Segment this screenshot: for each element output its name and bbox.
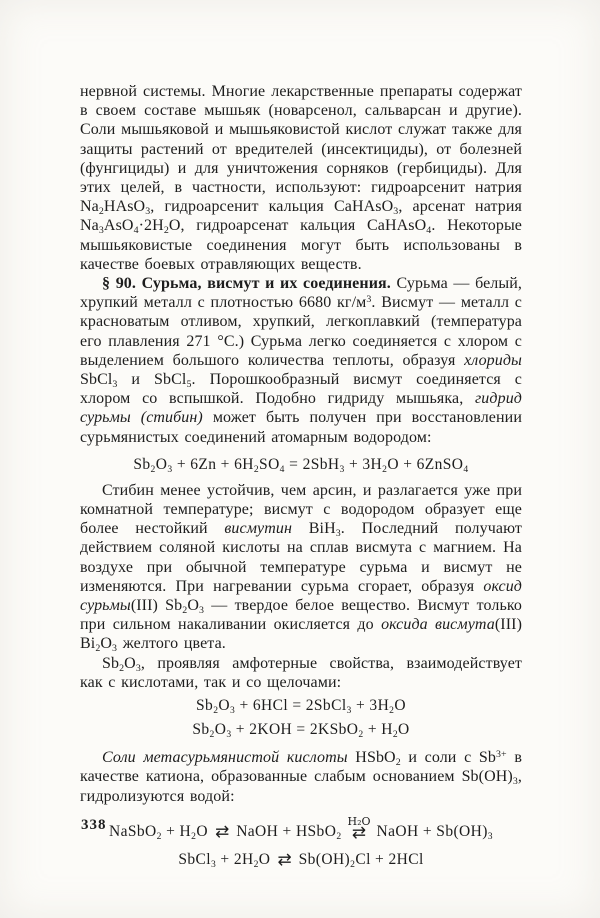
paragraph-sb2o3-amphoteric: $Sb_2O_3$, проявляя амфотерные свойства, взаимодействует как с кислотами, так и со щелочами:	[80, 654, 522, 691]
equation-sbcl3-hydrolysis: SbCl$_3$ + $2H_2O$ ⇄ $Sb(OH)_2Cl + 2HCl$	[178, 849, 424, 870]
equation-sb2o3-koh: $Sb_2O_3 + 2KOH$ = 2KSbO$_2$ + $H_2O$	[192, 721, 410, 740]
page-content	[80, 82, 522, 874]
page-number: 338	[81, 817, 107, 833]
paragraph-section-90-antimony-bismuth: § 90. Сурьма, висмут и их соединения. Сурьма — белый, хрупкий металл с плотностью 6680 $кг/м^3$. Висмут — металл с красноватым отливом, хрупкий, легкоплавкий (температура его плавления 271 °C.) Сурьма легко соединяется с хлором с выделением большого количества теплоты, образуя хлориды SbCl$_3$ и SbCl$_5$. Порошкообразный висмут соединяется с хлором со вспышкой. Подобно гидриду мышьяка, гидрид сурьмы (стибин) может быть получен при восстановлении сурьмянистых соединений атомарным водородом:	[80, 275, 523, 446]
equation-sb2o3-hcl: $Sb_2O_3 + 6HCl$ = 2SbCl$_3$ + $3H_2O$	[196, 697, 406, 716]
paragraph-stibine-bismuthine-properties: Стибин менее устойчив, чем арсин, и разлагается уже при комнатной температуре; висмут с водородом образует еще более нестойкий висмутин BiH$_3$. Последний получают действием соляной кислоты на сплав висмута с магнием. На воздухе при обычной температуре сурьма и висмут не изменяются. При нагревании сурьма сгорает, образуя оксид сурьмы(III) $Sb_2O_3$ — твердое белое вещество. Висмут только при сильном накаливании окисляется до оксида висмута(III) $Bi_2O_3$ желтого цвета.	[80, 481, 523, 655]
equilibrium-arrow-labeled: H₂O ⇄	[347, 814, 371, 843]
equation-nasbo2-hydrolysis: NaSbO$_2$ + $H_2O$ ⇄ NaOH + HSbO$_2$ H₂O ⇄ NaOH + $Sb(OH)_3$	[109, 814, 493, 843]
equation-stibine-formation: $Sb_2O_3 + 6Zn + 6H_2SO_4 = 2SbH_3 + 3H_2O$ + 6ZnSO$_4$	[133, 455, 469, 475]
paragraph-arsenic-uses: нервной системы. Многие лекарственные препараты содержат в своем составе мышьяк (новарсенол, сальварсан и другие). Соли мышьяковой и мышьяковистой кислот служат также для защиты растений от вредителей (инсектициды), от болезней (фунгициды) и для уничтожения сорняков (гербициды). Для этих целей, в частности, используют: гидроарсенит натрия $Na_2HAsO_3$, гидроарсенит кальция CaHAsO$_3$, арсенат натрия $Na_3AsO_4\cdot 2H_2O$, гидроарсенат кальция CaHAsO$_4$. Некоторые мышьяковистые соединения могут быть использованы в качестве боевых отравляющих веществ.	[80, 83, 523, 273]
paragraph-metaantimonous-salts: Соли метасурьмянистой кислоты HSbO$_2$ и соли с $Sb^{3+}$ в качестве катиона, образованные слабым основанием $Sb(OH)_3$, гидролизуются водой:	[80, 749, 522, 805]
